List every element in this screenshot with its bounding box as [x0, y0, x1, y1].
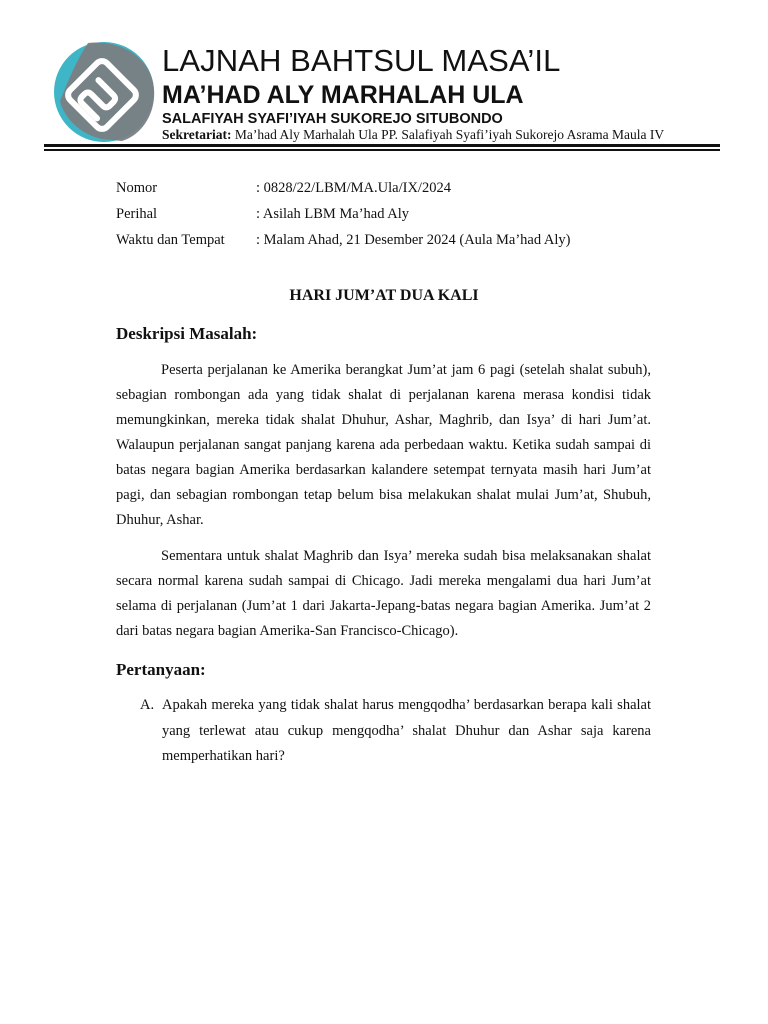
questions-list	[116, 693, 651, 770]
question-marker: A.	[140, 697, 155, 713]
institution-logo	[52, 41, 156, 143]
meta-value: : 0828/22/LBM/MA.Ula/IX/2024	[256, 180, 451, 196]
header-rule-thick	[44, 144, 720, 147]
meta-label: Waktu dan Tempat	[116, 232, 225, 248]
description-heading: Deskripsi Masalah:	[116, 324, 258, 343]
questions-heading: Pertanyaan:	[116, 660, 206, 679]
description-paragraph-2: Sementara untuk shalat Maghrib dan Isya’ mereka sudah bisa melaksanakan shalat secara normal karena sudah sampai di Chicago. Jadi mereka mengalami dua hari Jum’at selama di perjalanan (Jum’at 1 dari Jakarta-Jepang-batas negara bagian Amerika. Jum’at 2 dari batas negara bagian Amerika-San Francisco-Chicago).	[116, 548, 651, 639]
description-paragraph-1: Peserta perjalanan ke Amerika berangkat Jum’at jam 6 pagi (setelah shalat subuh), sebagian rombongan ada yang tidak shalat di perjalanan karena merasa kondisi tidak memungkinkan, mereka tidak shalat Dhuhur, Ashar, Maghrib, dan Isya’ di hari Jum’at. Walaupun perjalanan sangat panjang karena ada perbedaan waktu. Ketika sudah sampai di batas negara bagian Amerika berdasarkan kalandere setempat ternyata masih hari Jum’at pagi, dan sebagian rombongan tetap belum bisa melakukan shalat mulai Jum’at, Shubuh, Dhuhur, Ashar.	[116, 362, 651, 528]
secretariat-line	[162, 126, 664, 143]
secretariat-label: Sekretariat:	[162, 127, 232, 142]
header-rule-thin	[44, 149, 720, 151]
secretariat-address: Ma’had Aly Marhalah Ula PP. Salafiyah Syafi’iyah Sukorejo Asrama Maula IV	[231, 127, 665, 142]
question-text: Apakah mereka yang tidak shalat harus mengqodha’ berdasarkan berapa kali shalat yang terlewat atau cukup mengqodha’ shalat Dhuhur dan Ashar saja karena memperhatikan hari?	[162, 697, 651, 764]
org-subtitle: MA’HAD ALY MARHALAH ULA	[162, 81, 524, 109]
meta-label: Nomor	[116, 180, 158, 196]
meta-label: Perihal	[116, 206, 158, 222]
document-title: HARI JUM’AT DUA KALI	[289, 287, 479, 304]
question-item	[116, 693, 651, 770]
meta-value: : Asilah LBM Ma’had Aly	[256, 206, 410, 222]
meta-value: : Malam Ahad, 21 Desember 2024 (Aula Ma’had Aly)	[256, 232, 571, 248]
org-institution: SALAFIYAH SYAFI’IYAH SUKOREJO SITUBONDO	[162, 111, 503, 127]
org-title: LAJNAH BAHTSUL MASA’IL	[162, 43, 561, 78]
